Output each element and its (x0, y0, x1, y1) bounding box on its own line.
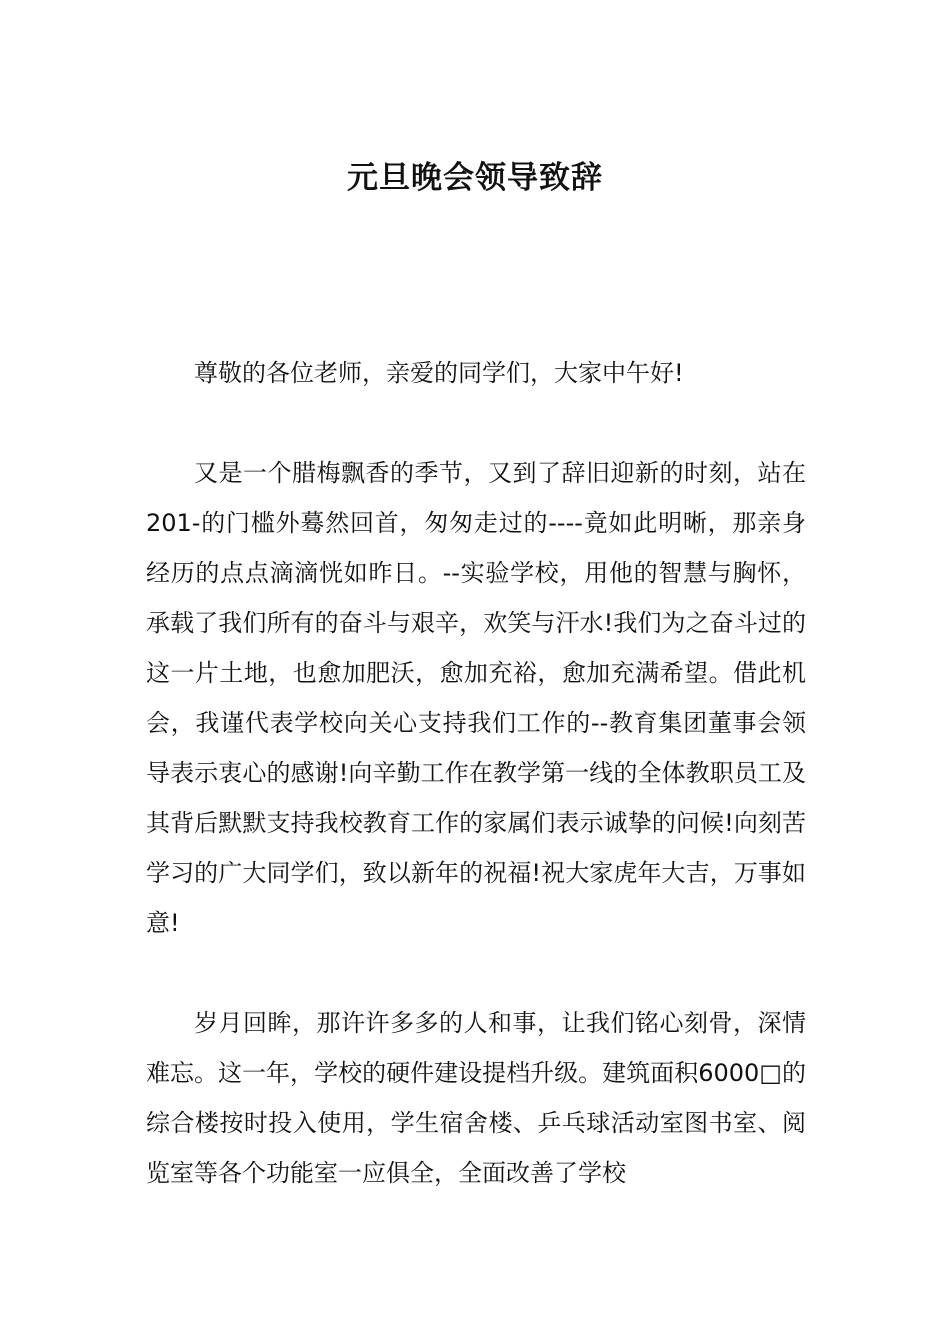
paragraph-review: 岁月回眸，那许许多多的人和事，让我们铭心刻骨，深情难忘。这一年，学校的硬件建设提档升级。建筑面积6000□的综合楼按时投入使用，学生宿舍楼、乒乓球活动室图书室、阅览室等各个功能室一应俱全，全面改善了学校 (146, 1009, 806, 1187)
document-title: 元旦晚会领导致辞 (347, 160, 603, 196)
document-body (146, 348, 806, 1248)
paragraph-greeting: 尊敬的各位老师，亲爱的同学们，大家中午好! (194, 359, 684, 387)
paragraph-new-year: 又是一个腊梅飘香的季节，又到了辞旧迎新的时刻，站在 201-的门槛外蓦然回首，匆匆走过的----竟如此明晰，那亲身经历的点点滴滴恍如昨日。--实验学校，用他的智慧与胸怀，承载了我们所有的奋斗与艰辛，欢笑与汗水!我们为之奋斗过的这一片土地，也愈加肥沃，愈加充裕，愈加充满希望。借此机会，我谨代表学校向关心支持我们工作的--教育集团董事会领导表示衷心的感谢!向辛勤工作在教学第一线的全体教职员工及其背后默默支持我校教育工作的家属们表示诚挚的问候!向刻苦学习的广大同学们，致以新年的祝福!祝大家虎年大吉，万事如意! (146, 459, 806, 937)
